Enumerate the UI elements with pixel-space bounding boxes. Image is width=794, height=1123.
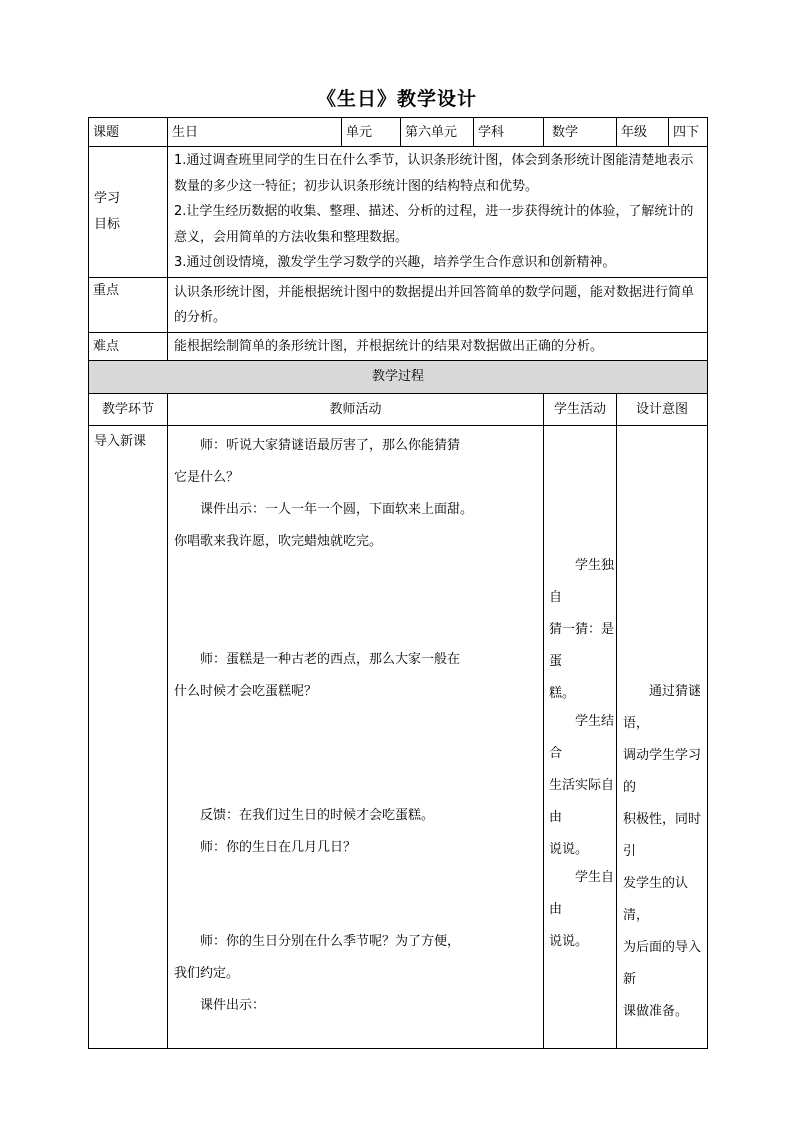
difficult-points-content: 能根据绘制简单的条形统计图，并根据统计的结果对数据做出正确的分析。 — [168, 332, 708, 360]
key-points-line2: 的分析。 — [174, 309, 227, 325]
teacher-line: 我们约定。 — [174, 965, 240, 981]
grade-label: 年级 — [617, 118, 669, 147]
objectives-content — [168, 147, 708, 278]
objective-line: 3.通过创设情境，激发学生学习数学的兴趣，培养学生合作意识和创新精神。 — [174, 255, 616, 270]
intent-line: 课做准备。 — [623, 1003, 689, 1019]
col-intent-header: 设计意图 — [617, 393, 708, 425]
teacher-line: 师：蛋糕是一种古老的西点，那么大家一般在 — [200, 651, 461, 667]
process-columns-row — [89, 393, 708, 425]
student-line: 说说。 — [549, 841, 589, 857]
process-header-row — [89, 360, 708, 393]
teacher-line: 师：你的生日在几月几日？ — [200, 839, 357, 855]
student-line: 说说。 — [549, 933, 589, 949]
teacher-para-7 — [174, 990, 265, 1022]
student-line: 学生自由 — [549, 869, 615, 917]
intent-line: 为后面的导入新 — [623, 939, 702, 987]
student-para-1 — [549, 550, 616, 710]
teacher-para-3 — [174, 644, 460, 708]
stage-cell — [89, 425, 168, 1048]
teacher-para-2 — [174, 494, 473, 558]
intent-line: 调动学生学习的 — [623, 747, 702, 795]
student-line: 学生结合 — [549, 713, 615, 761]
key-points-row — [89, 277, 708, 332]
objective-line: 数量的多少这一特征；初步认识条形统计图的结构特点和优势。 — [174, 178, 539, 194]
student-line: 生活实际自由 — [549, 777, 615, 825]
teacher-para-1 — [174, 430, 460, 494]
stage-label: 导入新课 — [94, 433, 147, 449]
teacher-para-5 — [174, 832, 356, 864]
teacher-line: 课件出示： — [200, 997, 266, 1013]
teacher-line: 反馈：在我们过生日的时候才会吃蛋糕。 — [200, 807, 435, 823]
col-teacher-header: 教师活动 — [168, 393, 544, 425]
teacher-line: 师：听说大家猜谜语最厉害了，那么你能猜猜 — [200, 437, 461, 453]
teacher-para-6 — [174, 926, 460, 990]
objectives-row — [89, 147, 708, 278]
teacher-activity-cell — [168, 425, 544, 1048]
intent-line: 发学生的认清， — [623, 875, 689, 923]
student-para-2 — [549, 706, 616, 866]
design-intent-cell — [617, 425, 708, 1048]
key-points-content — [168, 277, 708, 332]
col-stage-header: 教学环节 — [89, 393, 168, 425]
objective-line: 2.让学生经历数据的收集、整理、描述、分析的过程，进一步获得统计的体验，了解统计的 — [174, 204, 694, 219]
student-activity-cell — [544, 425, 617, 1048]
objectives-label — [89, 147, 168, 278]
subject-label: 学科 — [474, 118, 544, 147]
info-row — [89, 118, 708, 147]
lesson-plan-table — [88, 117, 708, 1049]
teacher-line: 师：你的生日分别在什么季节呢？为了方便， — [200, 933, 461, 949]
difficult-points-row — [89, 332, 708, 360]
subject-value: 数学 — [544, 118, 617, 147]
objective-line: 1.通过调查班里同学的生日在什么季节，认识条形统计图，体会到条形统计图能清楚地表示 — [174, 153, 694, 168]
teacher-line: 你唱歌来我许愿，吹完蜡烛就吃完。 — [174, 533, 383, 549]
student-line: 糕。 — [549, 685, 576, 701]
unit-value: 第六单元 — [401, 118, 474, 147]
objective-line: 意义，会用简单的方法收集和整理数据。 — [174, 229, 409, 245]
difficult-points-label: 难点 — [89, 332, 168, 360]
student-para-3 — [549, 862, 616, 958]
teacher-line: 它是什么？ — [174, 469, 240, 485]
teacher-line: 什么时候才会吃蛋糕呢？ — [174, 683, 318, 699]
objectives-label-line1: 学习 — [94, 190, 121, 206]
teacher-line: 课件出示：一人一年一个圆，下面软来上面甜。 — [200, 501, 474, 517]
key-points-line1: 认识条形统计图，并能根据统计图中的数据提出并回答简单的数学问题，能对数据进行简单 — [174, 284, 695, 300]
intent-para — [623, 676, 707, 1028]
key-points-label: 重点 — [89, 277, 168, 332]
process-body-row — [89, 425, 708, 1048]
teacher-para-4 — [174, 800, 434, 832]
page-title: 《生日》教学设计 — [316, 88, 477, 110]
grade-value: 四下 — [669, 118, 708, 147]
student-line: 猜一猜：是蛋 — [549, 621, 615, 669]
objectives-label-line2: 目标 — [94, 216, 121, 232]
process-header: 教学过程 — [89, 360, 708, 393]
intent-line: 通过猜谜语， — [623, 683, 702, 731]
col-student-header: 学生活动 — [544, 393, 617, 425]
unit-label: 单元 — [342, 118, 401, 147]
student-line: 学生独自 — [549, 557, 615, 605]
topic-label: 课题 — [89, 118, 168, 147]
topic-value: 生日 — [168, 118, 342, 147]
intent-line: 积极性，同时引 — [623, 811, 702, 859]
